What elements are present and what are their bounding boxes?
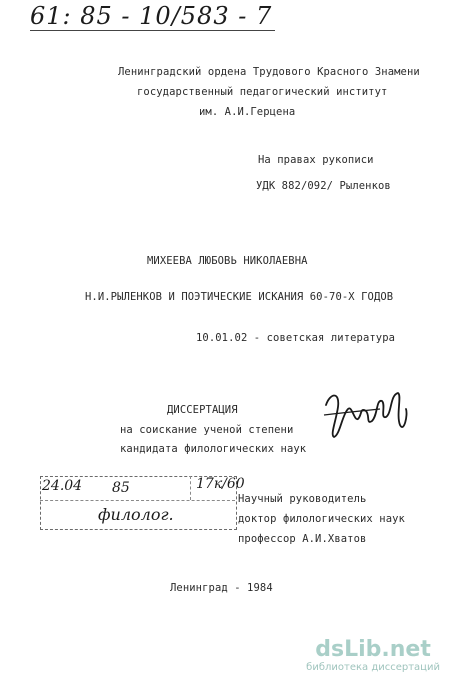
dslib-watermark — [306, 638, 440, 674]
institution-line-3: им. А.И.Герцена — [199, 106, 296, 118]
rights-note: На правах рукописи — [258, 154, 374, 166]
degree-line-2: кандидата филологических наук — [120, 443, 307, 455]
supervisor-label: Научный руководитель — [238, 493, 367, 505]
dissertation-title: Н.И.РЫЛЕНКОВ И ПОЭТИЧЕСКИЕ ИСКАНИЯ 60-70-Х ГОДОВ — [85, 291, 394, 303]
dissertation-label: ДИССЕРТАЦИЯ — [167, 404, 238, 416]
udk-code: УДК 882/092/ Рыленков — [256, 180, 391, 192]
stamp-inner-line — [40, 500, 235, 501]
city-year: Ленинград - 1984 — [170, 582, 273, 594]
catalog-number-handwritten: 61: 85 - 10/583 - 7 — [30, 2, 273, 30]
stamp-date-handwritten: 24.04 — [42, 478, 83, 494]
specialty-code: 10.01.02 - советская литература — [196, 332, 396, 344]
author-name: МИХЕЕВА ЛЮБОВЬ НИКОЛАЕВНА — [147, 255, 308, 267]
catalog-number-underline — [30, 30, 275, 31]
stamp-year-handwritten: 85 — [112, 480, 130, 496]
watermark-subtitle: библиотека диссертаций — [306, 662, 440, 673]
stamp-divider — [190, 476, 191, 500]
stamp-number-handwritten: 17к/60 — [196, 476, 245, 492]
stamp-field-handwritten: филолог. — [98, 505, 174, 524]
supervisor-name: профессор А.И.Хватов — [238, 533, 367, 545]
degree-line-1: на соискание ученой степени — [120, 424, 294, 436]
institution-line-2: государственный педагогический институт — [137, 86, 388, 98]
watermark-name: dsLib.net — [315, 637, 431, 662]
supervisor-degree: доктор филологических наук — [238, 513, 405, 525]
institution-line-1: Ленинградский ордена Трудового Красного Знамени — [118, 66, 420, 78]
signature-handwritten — [320, 385, 410, 445]
